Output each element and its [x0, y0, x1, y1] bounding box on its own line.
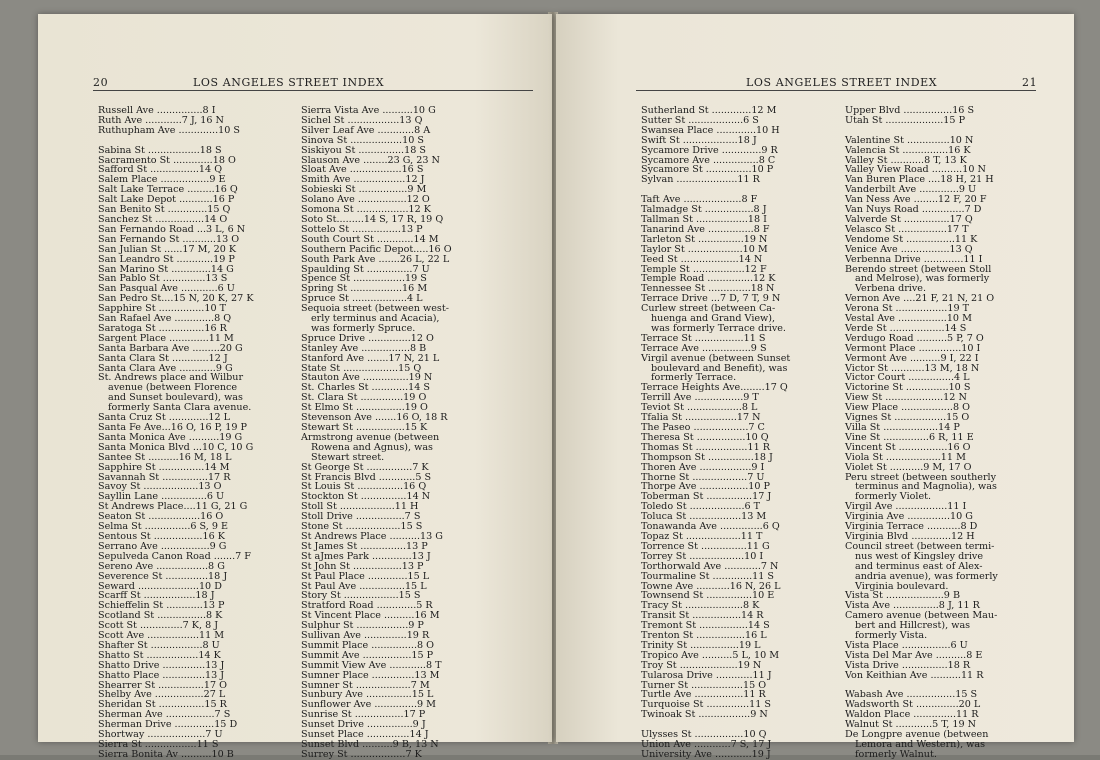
- index-entry: Spence St .................19 S: [301, 273, 427, 285]
- index-entry: Venice Ave ................13 Q: [845, 243, 973, 255]
- index-entry: Sottelo St ................13 P: [301, 223, 423, 235]
- index-entry: Shelby Ave ................27 L: [98, 689, 226, 701]
- index-entry: Stewart St ................15 K: [301, 422, 428, 433]
- index-entry: Berendo street (between Stoll: [845, 263, 992, 275]
- index-entry: Tularosa Drive ............11 J: [641, 669, 772, 681]
- index-entry: Theresa St ................10 Q: [641, 431, 769, 443]
- index-entry: Sequoia street (between west-: [301, 303, 449, 315]
- index-entry: Council street (between termi-: [845, 540, 995, 552]
- index-entry: Toluca St .................13 M: [641, 511, 767, 523]
- index-entry: Sunrise St ................17 P: [301, 709, 426, 721]
- index-entry: Verbenna Drive .............11 I: [845, 253, 983, 265]
- index-entry: Tennessee St ..............18 N: [641, 283, 775, 295]
- index-entry: Wadsworth St ..............20 L: [845, 699, 981, 711]
- index-entry: Virginia Terrace ...........8 D: [845, 521, 978, 533]
- index-entry: Sunflower Ave ..............9 M: [301, 699, 436, 711]
- index-entry: Virgil avenue (between Sunset: [641, 352, 791, 364]
- index-entry: State St ..................15 Q: [301, 362, 422, 374]
- index-entry: Towne Ave ...........16 N, 26 L: [641, 580, 781, 592]
- index-entry: andria avenue), was formerly: [855, 570, 998, 582]
- index-entry: Stoll Drive ................7 S: [301, 511, 421, 523]
- index-entry: Tfalia St .................17 N: [641, 412, 761, 424]
- index-entry: Serrano Ave ................9 G: [98, 540, 227, 552]
- index-entry: formerly Violet.: [855, 491, 932, 503]
- index-entry: Stewart street.: [311, 451, 385, 463]
- index-entry: Villa St ..................14 P: [845, 422, 960, 433]
- index-entry: formerly Terrace.: [651, 372, 737, 384]
- index-entry: Spruce St ..................4 L: [301, 293, 423, 305]
- index-entry: Sulphur St .................9 P: [301, 620, 424, 632]
- index-entry: Sycamore Drive .............9 R: [641, 144, 778, 156]
- index-entry: Stanford Ave .......17 N, 21 L: [301, 352, 440, 364]
- index-entry: Rowena and Agnus), was: [311, 441, 433, 453]
- index-entry: St Andrews Place ..........13 G: [301, 530, 443, 542]
- index-entry: Sullivan Ave ..............19 R: [301, 630, 430, 642]
- index-entry: Solano Ave ................12 O: [301, 194, 430, 206]
- index-entry: St. Clara St ..............19 O: [301, 392, 427, 404]
- index-entry: San Rafael Ave .............8 Q: [98, 313, 232, 325]
- index-entry: Temple Road ...............12 K: [641, 273, 776, 285]
- index-entry: Toledo St ..................6 T: [641, 501, 761, 513]
- index-entry: Van Buren Place ....18 H, 21 H: [845, 174, 994, 186]
- index-entry: Shatto Drive ..............13 J: [98, 659, 225, 671]
- index-entry: Sierra St .................11 S: [98, 739, 219, 750]
- index-entry: and terminus east of Alex-: [855, 560, 983, 572]
- index-entry: Summit Place ...............8 O: [301, 639, 435, 651]
- index-entry: Viola St ..................11 M: [845, 451, 966, 463]
- index-entry: Sycamore St ...............10 P: [641, 164, 774, 176]
- index-entry: and Sunset boulevard), was: [108, 392, 243, 404]
- index-entry: St Paul Place .............15 L: [301, 570, 430, 582]
- index-entry: Santee St ..........16 M, 18 L: [98, 451, 232, 463]
- left-page: [38, 14, 552, 760]
- index-entry: formerly Santa Clara avenue.: [108, 402, 252, 414]
- index-entry: Von Keithian Ave ..........11 R: [845, 669, 984, 681]
- page-number: 21: [1022, 76, 1038, 89]
- index-entry: Shatto Place ..............13 J: [98, 669, 225, 681]
- index-entry: Severence St ..............18 J: [98, 570, 228, 582]
- index-entry: Verona St .................19 T: [845, 303, 970, 315]
- index-entry: Vanderbilt Ave .............9 U: [845, 184, 977, 196]
- index-entry: Sylvan ....................11 R: [641, 174, 760, 186]
- index-entry: St Paul Ave ...............15 L: [301, 580, 427, 592]
- index-entry: Trinity St ................19 L: [641, 639, 761, 651]
- index-entry: Vine St ...............6 R, 11 E: [845, 431, 974, 443]
- index-entry: Scott St ..............7 K, 8 J: [98, 620, 219, 632]
- index-entry: Thorpe Ave ................10 P: [641, 481, 771, 493]
- index-entry: Taft Ave ...................8 F: [641, 194, 758, 206]
- index-entry: Terrace St ................11 S: [641, 332, 766, 344]
- index-entry: Sheridan St ...............15 R: [98, 699, 227, 711]
- index-entry: Surrey St ..................7 K: [301, 748, 422, 760]
- index-entry: San Benito St .............15 Q: [98, 204, 231, 216]
- index-entry: Tanarind Ave ...............8 F: [641, 223, 770, 235]
- index-entry: Temple St .................12 F: [641, 263, 767, 275]
- left-page-column-1: [98, 106, 304, 760]
- index-entry: Thompson St ...............18 J: [641, 451, 773, 463]
- index-entry: Toberman St ...............17 J: [641, 491, 772, 503]
- index-entry: Valentine St ..............10 N: [845, 134, 974, 146]
- index-entry: Stone St ..................15 S: [301, 521, 423, 533]
- index-entry: Santa Clara St ............12 J: [98, 352, 228, 364]
- index-entry: Story St ..................15 S: [301, 590, 421, 602]
- running-header: LOS ANGELES STREET INDEX: [746, 76, 938, 89]
- index-entry: Swift St ..................18 J: [641, 134, 757, 146]
- index-entry: Troy St ...................19 N: [641, 659, 762, 671]
- index-entry: Slauson Ave ........23 G, 23 N: [301, 154, 440, 166]
- index-entry: Tourmaline St .............11 S: [641, 570, 775, 582]
- index-entry: San Pedro St....15 N, 20 K, 27 K: [98, 293, 254, 305]
- right-page: [556, 14, 1074, 760]
- header-rule: [93, 90, 533, 91]
- index-entry: Sunbury Ave ...............15 L: [301, 689, 434, 701]
- index-entry: Stoll St ..................11 H: [301, 501, 419, 513]
- index-entry: Stauton Ave ...............19 N: [301, 372, 433, 384]
- index-entry: Sayllin Lane ...............6 U: [98, 491, 225, 503]
- index-entry: Vista Drive ...............18 R: [845, 659, 971, 671]
- index-entry: Valverde St ...............17 Q: [845, 213, 973, 225]
- right-page-column-1: [641, 106, 846, 760]
- index-entry: Camero avenue (between Mau-: [845, 610, 998, 622]
- index-entry: Townsend St ...............10 E: [641, 590, 775, 602]
- index-entry: Tarleton St ...............19 N: [641, 233, 768, 245]
- index-entry: Sierra Vista Ave ..........10 G: [301, 105, 436, 116]
- index-entry: Santa Clara Ave ............9 G: [98, 362, 233, 374]
- index-entry: Torthorwald Ave ............7 N: [641, 560, 779, 572]
- index-entry: View St ...................12 N: [845, 392, 967, 404]
- index-entry: Vista Ave ...............8 J, 11 R: [845, 600, 980, 612]
- index-entry: Terrace Ave ................9 S: [641, 342, 767, 354]
- index-entry: Stevenson Ave .......16 O, 18 R: [301, 412, 448, 424]
- index-entry: The Paseo ..................7 C: [641, 422, 765, 433]
- index-entry: Sherman Ave ................7 S: [98, 709, 231, 721]
- index-entry: Velasco St ................17 T: [845, 223, 969, 235]
- index-entry: Turtle Ave ................11 R: [641, 689, 766, 701]
- index-entry: Sacramento St .............18 O: [98, 154, 236, 166]
- index-entry: Sentous St ................16 K: [98, 530, 225, 542]
- right-page-header: [556, 76, 1074, 90]
- index-entry: Twinoak St .................9 N: [641, 709, 768, 721]
- index-entry: Stanley Ave ................8 B: [301, 342, 427, 354]
- index-entry: St. Andrews place and Wilbur: [98, 372, 244, 384]
- index-entry: Savannah St ...............17 R: [98, 471, 231, 483]
- index-entry: Vincent St ................16 O: [845, 441, 971, 453]
- index-entry: Seward ....................10 D: [98, 580, 222, 592]
- index-entry: Van Ness Ave ........12 F, 20 F: [845, 194, 987, 206]
- index-entry: Swansea Place .............10 H: [641, 124, 780, 136]
- index-entry: Russell Ave ...............8 I: [98, 105, 216, 116]
- index-entry: nus west of Kingsley drive: [855, 550, 984, 562]
- index-entry: Teed St ...................14 N: [641, 253, 763, 265]
- index-entry: Tallman St .................18 I: [641, 213, 767, 225]
- index-entry: Vestal Ave ................10 M: [845, 313, 972, 325]
- index-entry: Teviot St ..................8 L: [641, 402, 758, 414]
- index-entry: Vermont Ave ..........9 I, 22 I: [845, 352, 979, 364]
- index-entry: Sunset Place ..............14 J: [301, 729, 429, 741]
- index-entry: South Park Ave .......26 L, 22 L: [301, 253, 450, 265]
- index-entry: St. Charles St ............14 S: [301, 382, 430, 394]
- index-entry: Vernon Ave ....21 F, 21 N, 21 O: [845, 293, 995, 305]
- index-entry: Utah St ...................15 P: [845, 114, 966, 126]
- index-entry: boulevard and Benefit), was: [651, 362, 788, 374]
- index-entry: Tonawanda Ave ..............6 Q: [641, 521, 780, 533]
- index-entry: Talmadge St ................8 J: [641, 204, 767, 216]
- index-entry: Shortway ...................7 U: [98, 729, 223, 741]
- index-entry: Sepulveda Canon Road .......7 F: [98, 550, 251, 562]
- index-entry: St John St ................13 P: [301, 560, 424, 572]
- index-entry: Peru street (between southerly: [845, 471, 997, 483]
- index-entry: Seaton St .................16 O: [98, 511, 224, 523]
- index-entry: Sabina St .................18 S: [98, 144, 222, 156]
- index-entry: San Leandro St ............19 P: [98, 253, 235, 265]
- index-entry: Saratoga St ...............16 R: [98, 322, 227, 334]
- index-entry: Scotland St ................8 K: [98, 610, 223, 622]
- index-entry: Sunset Blvd ..........9 B, 13 N: [301, 739, 439, 750]
- index-entry: St Louis St ...............16 Q: [301, 481, 427, 493]
- index-entry: Terrace Heights Ave........17 Q: [641, 382, 788, 394]
- index-entry: San Julian St ......17 M, 20 K: [98, 243, 237, 255]
- index-entry: Somona St .................12 K: [301, 204, 431, 216]
- index-entry: Transit St ................14 R: [641, 610, 764, 622]
- index-entry: Thorne St ..................7 U: [641, 471, 765, 483]
- index-entry: Shearrer St ...............17 O: [98, 679, 227, 691]
- index-entry: Thomas St .................11 R: [641, 441, 770, 453]
- index-entry: Valley View Road ..........10 N: [845, 164, 986, 176]
- index-entry: Verbena drive.: [855, 283, 927, 295]
- index-entry: Southern Pacific Depot.....16 O: [301, 243, 452, 255]
- index-entry: Terrace Drive ...7 D, 7 T, 9 N: [641, 293, 781, 305]
- index-entry: Sobieski St ................9 M: [301, 184, 427, 196]
- index-entry: Virgil Ave .................11 I: [845, 501, 967, 513]
- index-entry: Smith Ave .................12 J: [301, 174, 425, 186]
- index-entry: St Francis Blvd ............5 S: [301, 471, 432, 483]
- index-entry: Sumner Place ..............13 M: [301, 669, 440, 681]
- index-entry: Spaulding St ...............7 U: [301, 263, 430, 275]
- index-entry: Van Nuys Road ..............7 D: [845, 204, 982, 216]
- index-entry: Virginia Ave ..............10 G: [845, 511, 973, 523]
- index-entry: Verdugo Road ..........5 P, 7 O: [845, 332, 984, 344]
- index-entry: South Court St ............14 M: [301, 233, 439, 245]
- index-entry: Sierra Bonita Av ..........10 B: [98, 748, 234, 760]
- index-entry: Scarff St .................18 J: [98, 590, 215, 602]
- index-entry: Safford St ................14 Q: [98, 164, 223, 176]
- index-entry: Spruce Drive ..............12 O: [301, 332, 434, 344]
- index-entry: Union Ave ............7 S, 17 J: [641, 739, 772, 750]
- index-entry: Victor St ...........13 M, 18 N: [845, 362, 980, 374]
- index-entry: View Place .................8 O: [845, 402, 970, 414]
- index-entry: Sereno Ave .................8 G: [98, 560, 225, 572]
- index-entry: Savoy St ..................13 O: [98, 481, 222, 493]
- index-entry: Torrey St ..................10 I: [641, 550, 764, 562]
- index-entry: Vignes St .................15 O: [845, 412, 970, 424]
- index-entry: Santa Fe Ave...16 O, 16 P, 19 P: [98, 422, 247, 433]
- index-entry: Walnut St ............5 T, 19 N: [845, 719, 977, 731]
- index-entry: Sapphire St ...............10 T: [98, 303, 227, 315]
- index-entry: Sanchez St ................14 O: [98, 213, 228, 225]
- index-entry: formerly Vista.: [855, 630, 928, 642]
- right-page-column-2: [845, 106, 1050, 760]
- index-entry: San Marino St .............14 G: [98, 263, 234, 275]
- index-entry: Violet St ...........9 M, 17 O: [845, 461, 972, 473]
- index-entry: terminus and Magnolia), was: [855, 481, 997, 493]
- index-entry: Taylor St ..................10 M: [641, 243, 768, 255]
- index-entry: Upper Blvd ................16 S: [845, 105, 975, 116]
- index-entry: Stockton St ...............14 N: [301, 491, 431, 503]
- index-entry: Topaz St ..................11 T: [641, 530, 763, 542]
- index-entry: Salem Place ................9 E: [98, 174, 226, 186]
- index-entry: Salt Lake Depot ...........16 P: [98, 194, 235, 206]
- index-entry: Santa Monica Blvd ...10 C, 10 G: [98, 441, 254, 453]
- header-rule: [636, 90, 1036, 91]
- running-header: LOS ANGELES STREET INDEX: [193, 76, 385, 89]
- left-page-column-2: [301, 106, 513, 760]
- index-entry: Summit Ave ................15 P: [301, 649, 434, 661]
- index-entry: bert and Hillcrest), was: [855, 620, 971, 632]
- index-entry: University Ave ............19 J: [641, 748, 771, 760]
- index-entry: Shafter St .................8 U: [98, 639, 220, 651]
- index-entry: was formerly Spruce.: [311, 322, 416, 334]
- index-entry: Spring St .................16 M: [301, 283, 428, 295]
- index-entry: Thoren Ave .................9 I: [641, 461, 765, 473]
- index-entry: Sumner St ..................7 M: [301, 679, 430, 691]
- index-entry: Sapphire St ...............14 M: [98, 461, 230, 473]
- index-entry: Summit View Ave ............8 T: [301, 659, 442, 671]
- index-entry: Sargent Place .............11 M: [98, 332, 234, 344]
- index-entry: Vendome St ................11 K: [845, 233, 978, 245]
- index-entry: Turner St .................15 O: [641, 679, 767, 691]
- index-entry: Ruth Ave ............7 J, 16 N: [98, 114, 224, 126]
- index-entry: Virginia boulevard.: [855, 580, 949, 592]
- index-entry: Santa Cruz St .............12 L: [98, 412, 231, 424]
- index-entry: Tropico Ave ..........5 L, 10 M: [641, 649, 780, 661]
- index-entry: Vista St ...................9 B: [845, 590, 960, 602]
- index-entry: Tremont St ................14 S: [641, 620, 770, 632]
- index-entry: San Pasqual Ave ............6 U: [98, 283, 235, 295]
- index-entry: Victor Court ...............4 L: [845, 372, 970, 384]
- index-entry: St Elmo St ................19 O: [301, 402, 428, 414]
- index-entry: Waldon Place ..............11 R: [845, 709, 979, 721]
- index-entry: was formerly Terrace drive.: [651, 322, 786, 334]
- index-entry: Sherman Drive .............15 D: [98, 719, 238, 731]
- index-entry: Armstrong avenue (between: [301, 431, 440, 443]
- index-entry: Santa Barbara Ave .........20 G: [98, 342, 243, 354]
- index-entry: Valencia St ...............16 K: [845, 144, 971, 156]
- index-entry: Vista Place ................6 U: [845, 639, 968, 651]
- index-entry: Ulysses St ................10 Q: [641, 729, 767, 741]
- index-entry: San Fernando St ...........13 O: [98, 233, 240, 245]
- index-entry: Curlew street (between Ca-: [641, 303, 776, 315]
- index-entry: Terrill Ave ................9 T: [641, 392, 759, 404]
- index-entry: Shatto St .................14 K: [98, 649, 221, 661]
- index-entry: Sichel St .................13 Q: [301, 114, 423, 126]
- index-entry: Sycamore Ave ...............8 C: [641, 154, 776, 166]
- index-entry: Schieffelin St ............13 P: [98, 600, 225, 612]
- index-entry: Verde St ..................14 S: [845, 322, 967, 334]
- index-entry: Sinova St .................10 S: [301, 134, 424, 146]
- index-entry: Turquoise St ..............11 S: [641, 699, 771, 711]
- index-entry: huenga and Grand View),: [651, 313, 776, 325]
- index-entry: St George St ...............7 K: [301, 461, 429, 473]
- index-entry: Soto St.........14 S, 17 R, 19 Q: [301, 213, 444, 225]
- index-entry: avenue (between Florence: [108, 382, 238, 394]
- index-entry: and Melrose), was formerly: [855, 273, 990, 285]
- index-entry: Vermont Place ..............10 I: [845, 342, 981, 354]
- index-entry: St aJmes Park .............13 J: [301, 550, 431, 562]
- index-entry: St James St ...............13 P: [301, 540, 428, 552]
- index-entry: Torrence St ...............11 G: [641, 540, 770, 552]
- index-entry: Stratford Road .............5 R: [301, 600, 433, 612]
- index-entry: erly terminus and Acacia),: [311, 313, 440, 325]
- index-entry: Sloat Ave .................16 S: [301, 164, 424, 176]
- index-entry: Sutherland St .............12 M: [641, 105, 777, 116]
- index-entry: Silver Leaf Ave ............8 A: [301, 124, 431, 136]
- index-entry: Scott Ave .................11 M: [98, 630, 225, 642]
- index-entry: San Pablo St ..............13 S: [98, 273, 228, 285]
- index-entry: St Andrews Place....11 G, 21 G: [98, 501, 248, 513]
- index-entry: Victorine St ..............10 S: [845, 382, 971, 394]
- index-entry: Ruthupham Ave .............10 S: [98, 124, 240, 136]
- index-entry: Salt Lake Terrace .........16 Q: [98, 184, 238, 196]
- index-entry: Siskiyou St ...............18 S: [301, 144, 426, 156]
- index-entry: Vista Del Mar Ave ..........8 E: [845, 649, 983, 661]
- index-entry: Sutter St ..................6 S: [641, 114, 759, 126]
- left-page-header: [38, 76, 552, 90]
- index-entry: formerly Walnut.: [855, 748, 937, 760]
- index-entry: San Fernando Road ...3 L, 6 N: [98, 223, 246, 235]
- page-number: 20: [93, 76, 109, 89]
- index-entry: Virginia Blvd .............12 H: [845, 530, 975, 542]
- index-entry: Wabash Ave ................15 S: [845, 689, 978, 701]
- index-entry: Valley St ...........8 T, 13 K: [845, 154, 967, 166]
- index-entry: De Longpre avenue (between: [845, 729, 989, 741]
- index-entry: Trenton St ................16 L: [641, 630, 767, 642]
- index-entry: Sunset Drive ...............9 J: [301, 719, 426, 731]
- index-entry: St Vincent Place ..........16 M: [301, 610, 440, 622]
- index-entry: Tracy St ...................8 K: [641, 600, 760, 612]
- index-entry: Santa Monica Ave ..........19 G: [98, 431, 243, 443]
- index-entry: Selma St ...............6 S, 9 E: [98, 521, 229, 533]
- index-entry: Lemora and Western), was: [855, 739, 986, 750]
